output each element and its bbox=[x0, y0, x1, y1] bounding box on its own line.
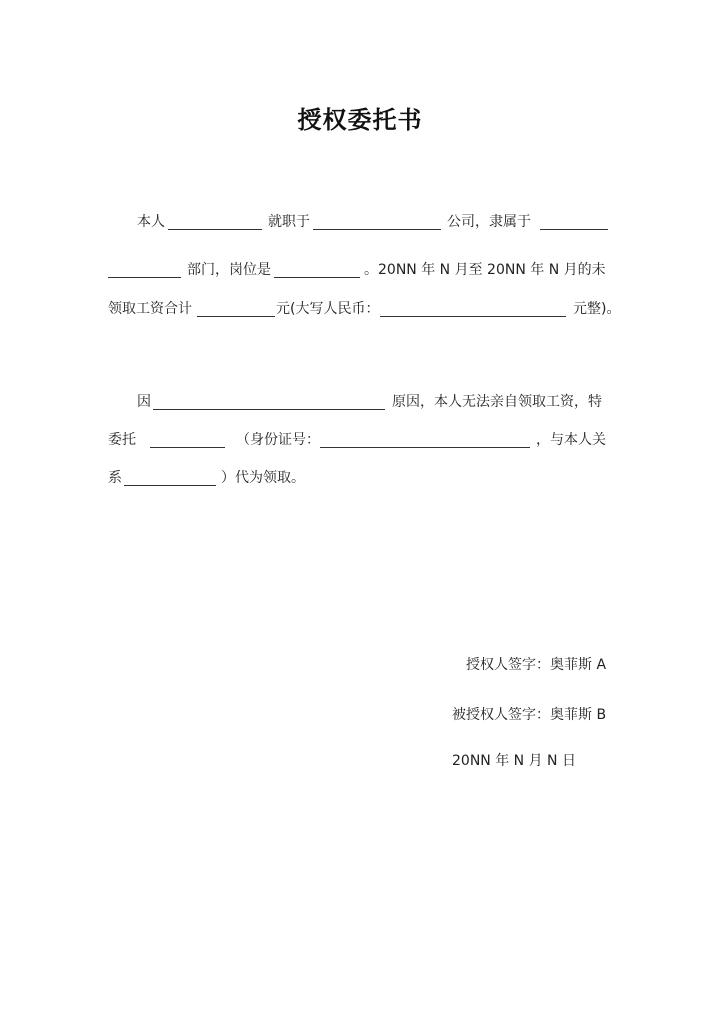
text-reason-rest: 原因，本人无法亲自领取工资，特 bbox=[392, 394, 602, 410]
text-yuan-zheng: 元整)。 bbox=[573, 301, 621, 317]
blank-reason[interactable] bbox=[153, 409, 385, 410]
text-yuan-daxie: 元(大写人民币： bbox=[276, 301, 380, 317]
blank-department-part1[interactable] bbox=[540, 229, 608, 230]
text-total-wage: 领取工资合计 bbox=[108, 301, 192, 317]
text-id-number: （身份证号： bbox=[236, 432, 320, 448]
blank-amount[interactable] bbox=[197, 316, 275, 317]
blank-department-part2[interactable] bbox=[108, 277, 181, 278]
blank-relationship[interactable] bbox=[124, 485, 216, 486]
document-date: 20NN 年 N 月 N 日 bbox=[452, 753, 576, 769]
grantee-signature: 被授权人签字：奥菲斯 B bbox=[452, 707, 607, 723]
text-daiwei: ）代为领取。 bbox=[221, 470, 305, 486]
grantor-signature: 授权人签字：奥菲斯 A bbox=[466, 657, 607, 673]
text-weituo: 委托 bbox=[108, 432, 136, 448]
text-gongsi: 公司，隶属于 bbox=[447, 214, 531, 230]
blank-company[interactable] bbox=[313, 229, 441, 230]
blank-id-number[interactable] bbox=[320, 447, 530, 448]
blank-amount-chinese[interactable] bbox=[380, 316, 566, 317]
text-bumen-gangwei: 部门，岗位是 bbox=[187, 262, 271, 278]
text-benren: 本人 bbox=[137, 214, 165, 230]
blank-agent-name[interactable] bbox=[150, 447, 225, 448]
text-period: 。20NN 年 N 月至 20NN 年 N 月的未 bbox=[364, 262, 606, 278]
text-xi: 系 bbox=[108, 470, 122, 486]
document-title: 授权委托书 bbox=[297, 106, 423, 134]
text-yin: 因 bbox=[137, 394, 151, 410]
text-relation: ，与本人关 bbox=[536, 432, 606, 448]
blank-position[interactable] bbox=[274, 277, 360, 278]
blank-name[interactable] bbox=[168, 229, 262, 230]
text-jiuzhiyu: 就职于 bbox=[268, 214, 310, 230]
